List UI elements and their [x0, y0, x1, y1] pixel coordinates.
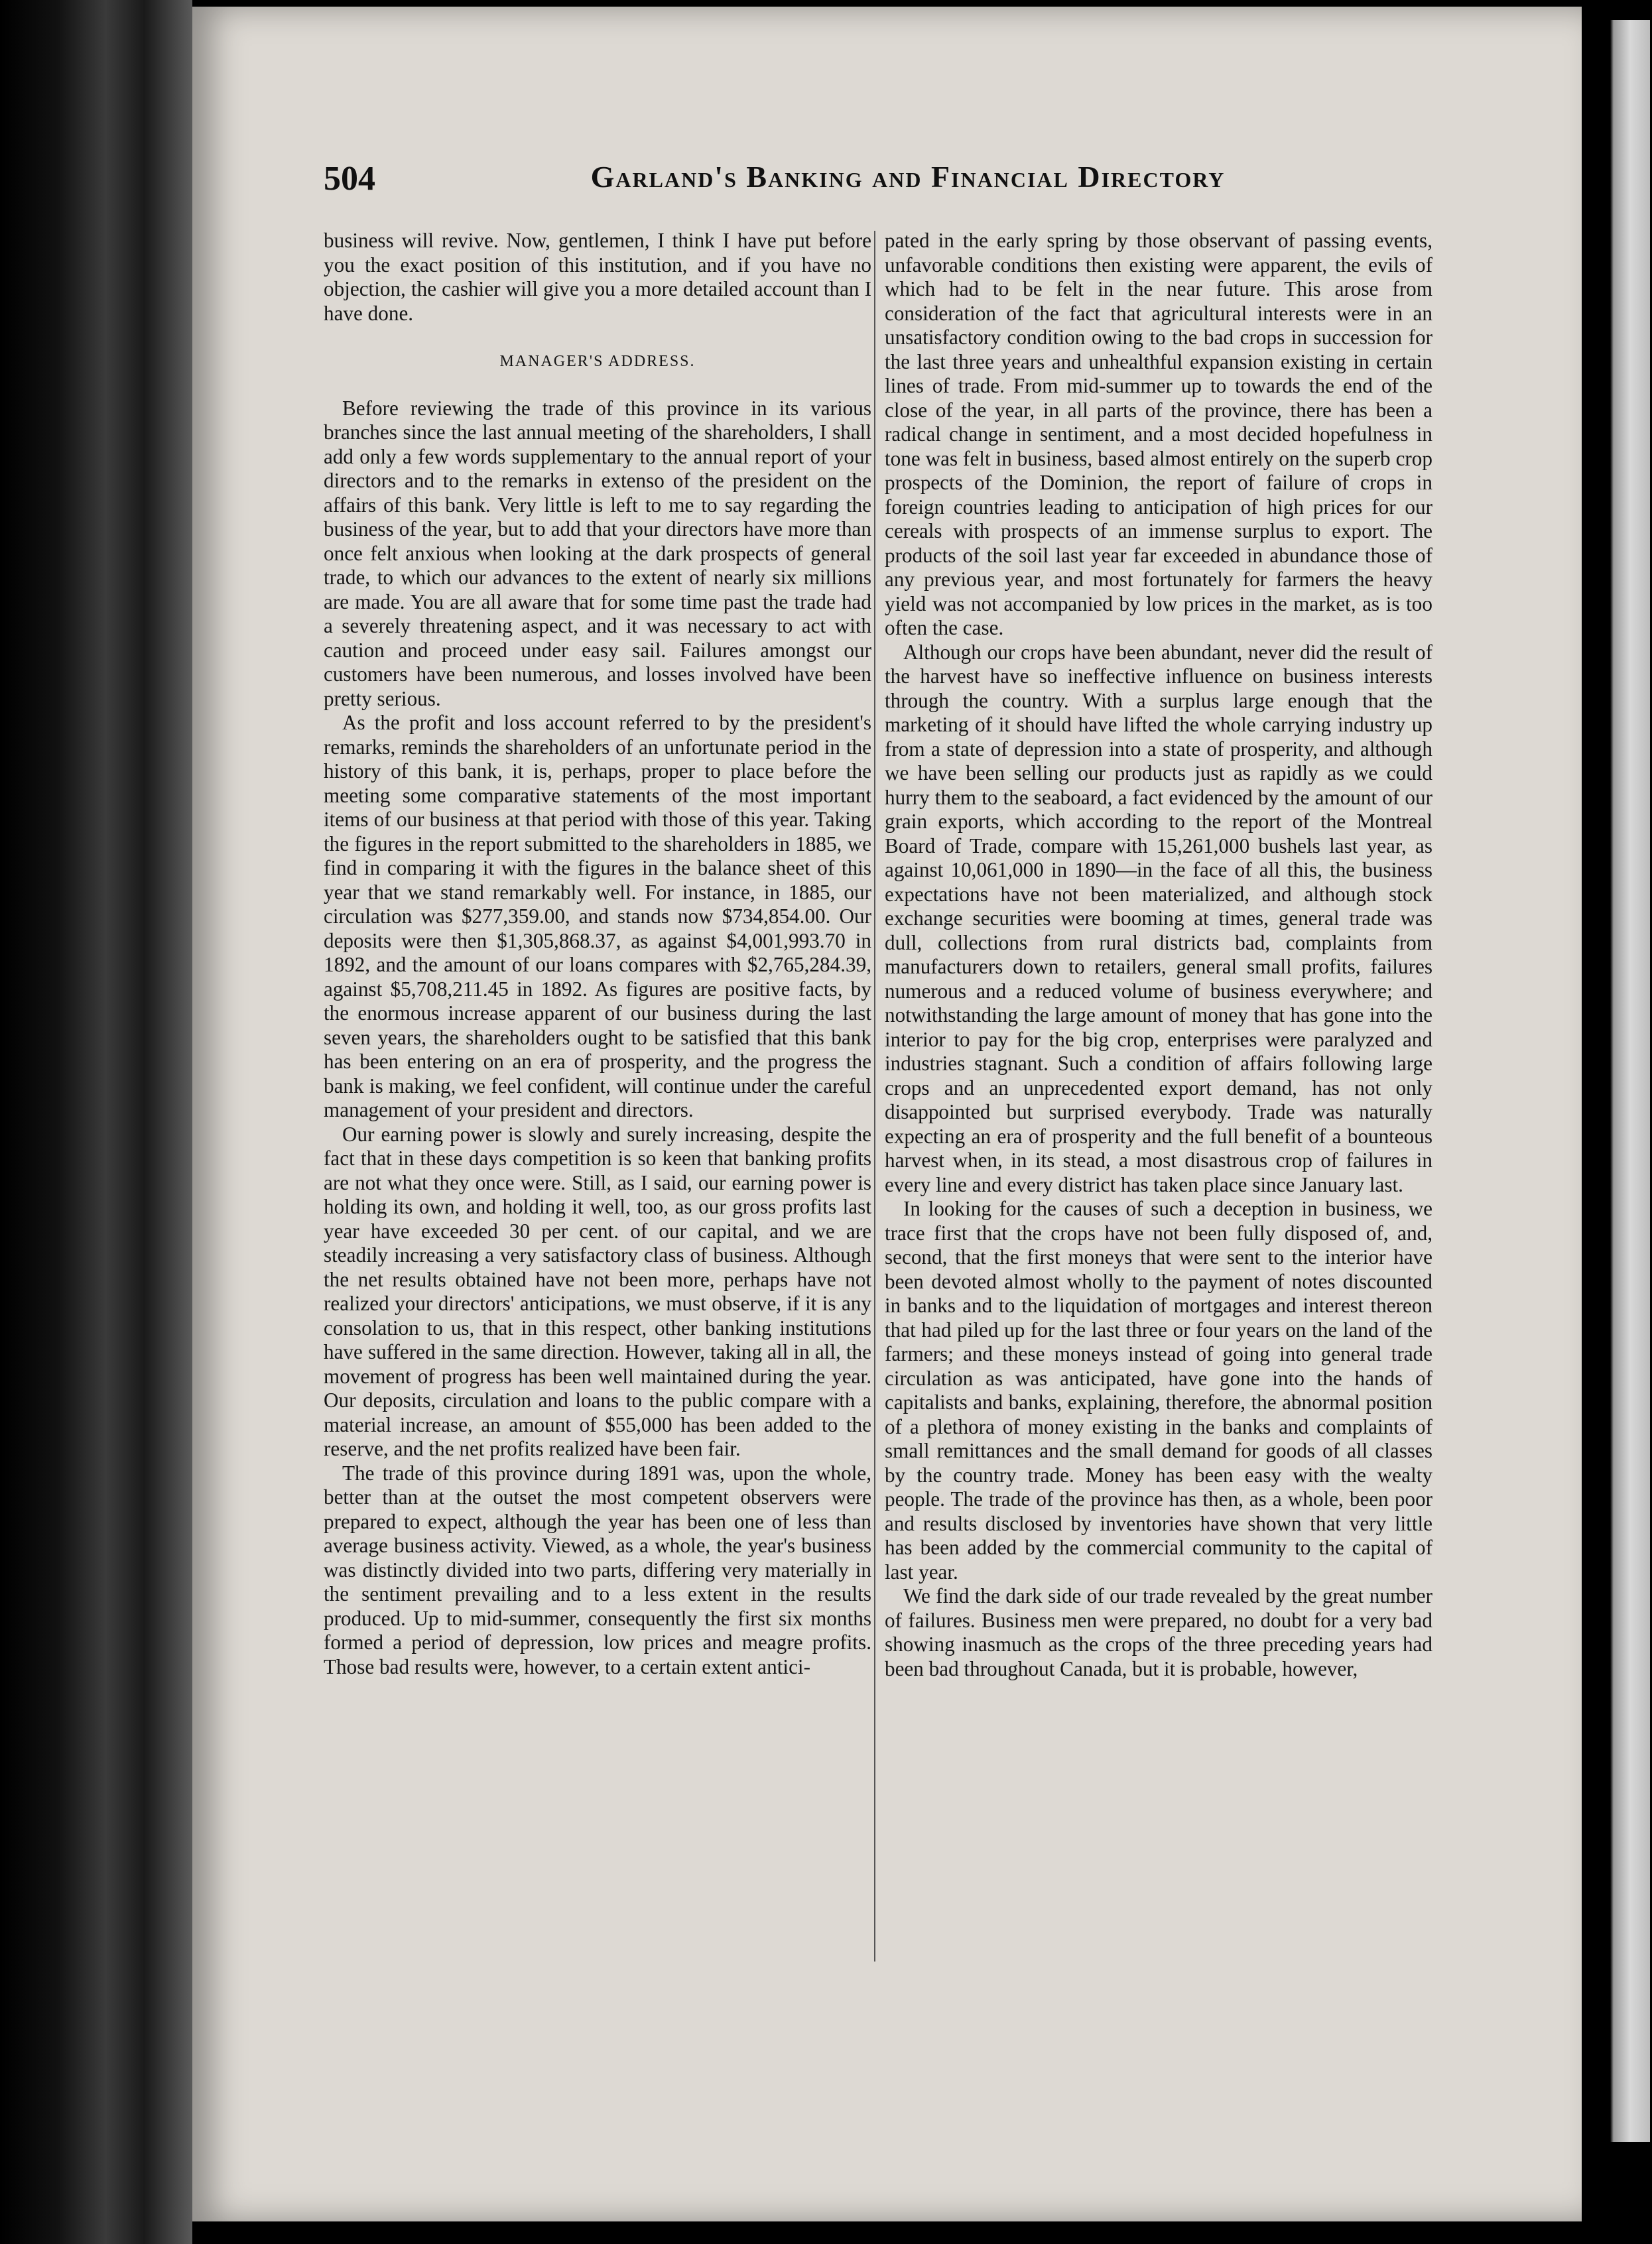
column-divider: [874, 231, 875, 1962]
section-heading: MANAGER'S ADDRESS.: [499, 353, 696, 370]
paragraph: Our earning power is slowly and surely increasing, despite the fact that in these days competition is so keen that banking profits are not what they once were. Still, as I said, our earning power is holding its own, and holding it well, too, as our gross profits last year have exceeded 30 per cent. of our capital, and we are steadily increasing a very satisfactory class of business. Although the net results obtained have not been more, perhaps have not realized your directors' anticipations, we must observe, if it is any consolation to us, that in this respect, other banking institutions have suffered in the same direction. However, taking all in all, the movement of progress has been well maintained during the year. Our deposits, circulation and loans to the public compare with a material increase, an amount of $55,000 has been added to the reserve, and the net profits realized have been fair.: [324, 1122, 871, 1460]
page-header: [324, 159, 1432, 212]
paragraph: Although our crops have been abundant, never did the result of the harvest have so ineffective influence on business interests through the country. With a surplus large enough that the marketing of it should have lifted the whole carrying industry up from a state of depression into a state of prosperity, and although we have been selling our products just as rapidly as we could hurry them to the seaboard, a fact evidenced by the amount of our grain exports, which according to the report of the Montreal Board of Trade, compare with 15,261,000 bushels last year, as against 10,061,000 in 1890—in the face of all this, the business expectations have not been materialized, and although stock exchange securities were booming at times, general trade was dull, collections from rural districts bad, complaints from manufacturers down to retailers, general small profits, failures numerous and a reduced volume of business everywhere; and notwithstanding the large amount of money that has gone into the interior to pay for the big crop, enterprises were paralyzed and industries stagnant. Such a condition of affairs following large crops and an unprecedented export demand, has not only disappointed but surprised everybody. Trade was naturally expecting an era of prosperity and the full benefit of a bounteous harvest when, in its stead, a most disastrous crop of failures in every line and every district has taken place since January last.: [885, 640, 1432, 1196]
running-title: Garland's Banking and Financial Directory: [590, 160, 1226, 194]
paragraph: The trade of this province during 1891 was, upon the whole, better than at the outset the most competent observers were prepared to expect, although the year has been one of less than average business activity. Viewed, as a whole, the year's business was distinctly divided into two parts, differing very materially in the sentiment prevailing and to a less extent in the results produced. Up to mid-summer, consequently the first six months formed a period of depression, low prices and meagre profits. Those bad results were, however, to a certain extent antici-: [324, 1461, 871, 1678]
book-binding-shadow: [0, 0, 192, 2244]
paragraph: In looking for the causes of such a deception in business, we trace first that the crops have not been fully disposed of, and, second, that the first moneys that were sent to the interior have been devoted almost wholly to the payment of notes discounted in banks and to the liquidation of mortgages and interest thereon that had piled up for the last three or four years on the land of the farmers; and these moneys instead of going into general trade circulation as was anticipated, have gone into the hands of capitalists and banks, explaining, therefore, the abnormal position of a plethora of money existing in the banks and complaints of small remittances and the small demand for goods of all classes by the country trade. Money has been easy with the wealty people. The trade of the province has then, as a whole, been poor and results disclosed by inventories have shown that very little has been added by the commercial community to the capital of last year.: [885, 1197, 1432, 1584]
right-column: [885, 229, 1432, 1966]
next-page-edge: [1584, 20, 1650, 2142]
left-column: [324, 229, 871, 1966]
page-number: 504: [324, 160, 375, 198]
paragraph: Before reviewing the trade of this province in its various branches since the last annual meeting of the shareholders, I shall add only a few words supplementary to the annual report of your directors and to the remarks in extenso of the president on the affairs of this bank. Very little is left to me to say regarding the business of the year, but to add that your directors have more than once felt anxious when looking at the dark prospects of general trade, to which our advances to the extent of nearly six millions are made. You are all aware that for some time past the trade had a severely threatening aspect, and it was necessary to act with caution and proceed under easy sail. Failures amongst our customers have been numerous, and losses involved have been pretty serious.: [324, 396, 871, 710]
paragraph: pated in the early spring by those observant of passing events, unfavorable conditions then existing were apparent, the evils of which had to be felt in the near future. This arose from consideration of the fact that agricultural interests were in an unsatisfactory condition owing to the bad crops in succession for the last three years and unhealthful expansion existing in certain lines of trade. From mid-summer up to towards the end of the close of the year, in all parts of the province, there has been a radical change in sentiment, and a most decided hopefulness in tone was felt in business, based almost entirely on the superb crop prospects of the Dominion, the report of failure of crops in foreign countries leading to anticipation of high prices for our cereals with prospects of an immense surplus to export. The products of the soil last year far exceeded in abundance those of any previous year, and most fortunately for farmers the heavy yield was not accompanied by low prices in the market, as is too often the case.: [885, 229, 1432, 639]
paragraph: business will revive. Now, gentlemen, I think I have put before you the exact position of this institution, and if you have no objection, the cashier will give you a more detailed account than I have done.: [324, 229, 871, 325]
paragraph: As the profit and loss account referred to by the president's remarks, reminds the shareholders of an unfortunate period in the history of this bank, it is, perhaps, proper to place before the meeting some comparative statements of the most important items of our business at that period with those of this year. Taking the figures in the report submitted to the shareholders in 1885, we find in comparing it with the figures in the balance sheet of this year that we stand remarkably well. For instance, in 1885, our circulation was $277,359.00, and stands now $734,854.00. Our deposits were then $1,305,868.37, as against $4,001,993.70 in 1892, and the amount of our loans compares with $2,765,284.39, against $5,708,211.45 in 1892. As figures are positive facts, by the enormous increase apparent of our business during the last seven years, the shareholders ought to be satisfied that this bank has been entering on an era of prosperity, and the progress the bank is making, we feel confident, will continue under the careful management of your president and directors.: [324, 711, 871, 1121]
paragraph: We find the dark side of our trade revealed by the great number of failures. Business men were prepared, no doubt for a very bad showing inasmuch as the crops of the three preceding years had been bad throughout Canada, but it is probable, however,: [885, 1584, 1432, 1680]
